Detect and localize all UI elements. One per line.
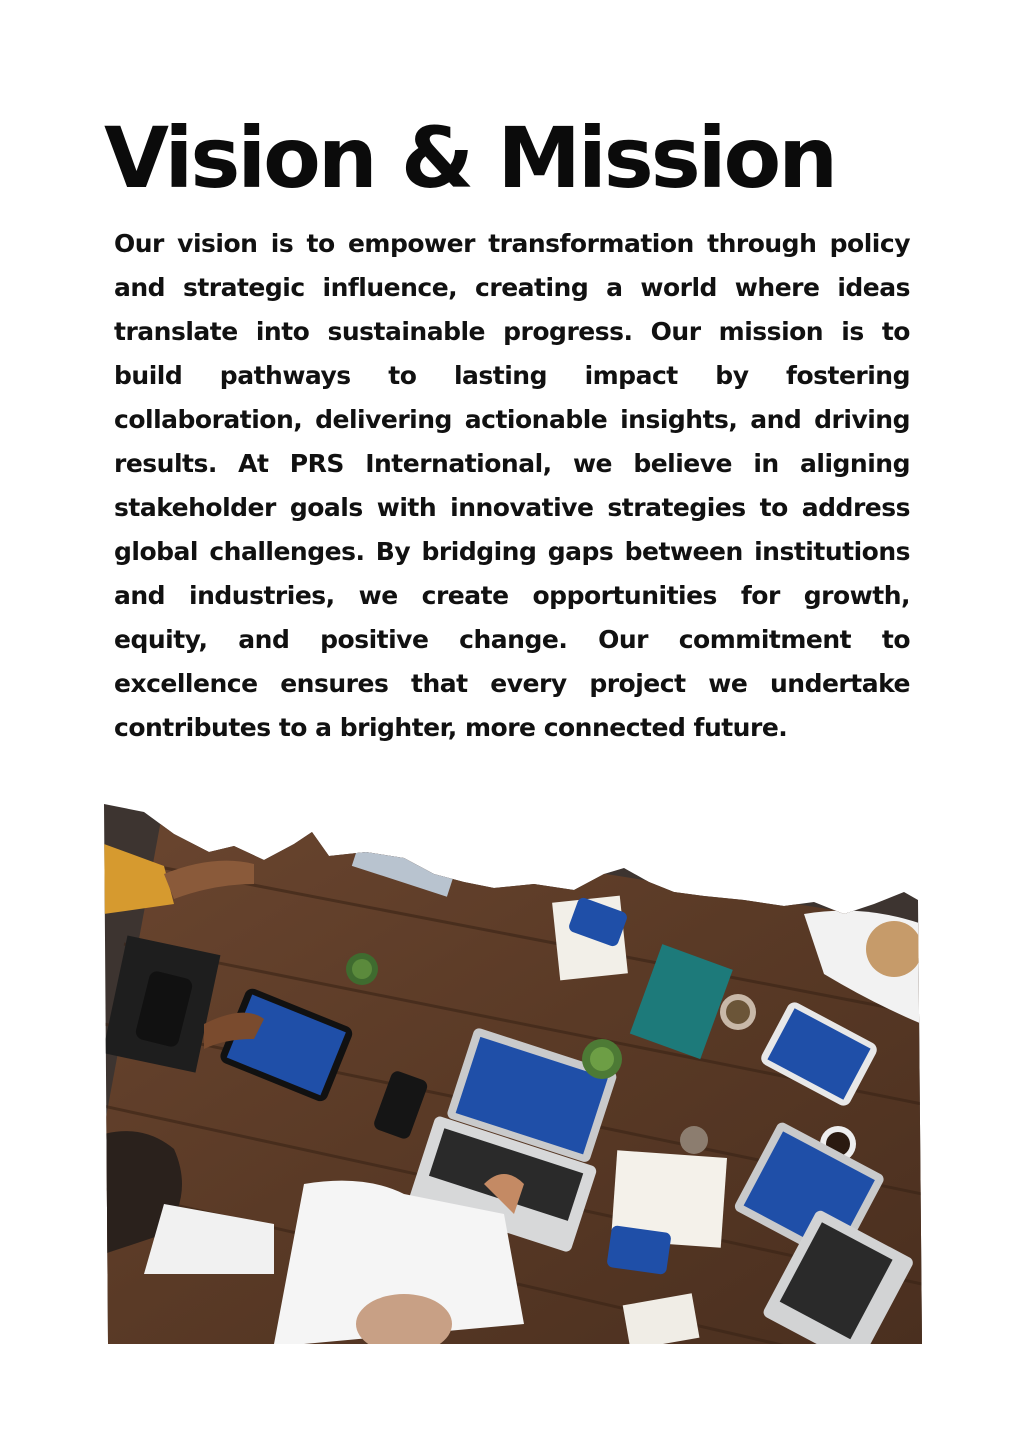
plant-right <box>680 1126 708 1154</box>
page-title: Vision & Mission <box>104 109 836 207</box>
team-meeting-photo <box>104 804 922 1344</box>
vision-mission-paragraph: Our vision is to empower transformation through policy and strategic influence, creating a world where ideas translate into sustainable progress. Our mission is to build pathways to lasting impact by fostering collaboration, delivering actionable insights, and driving results. At PRS International, we believe in aligning stakeholder goals with innovative strategies to address global challenges. By bridging gaps between institutions and industries, we create opportunities for growth, equity, and positive change. Our commitment to excellence ensures that every project we undertake contributes to a brighter, more connected future. <box>114 229 910 742</box>
phone-bottom <box>606 1225 671 1275</box>
